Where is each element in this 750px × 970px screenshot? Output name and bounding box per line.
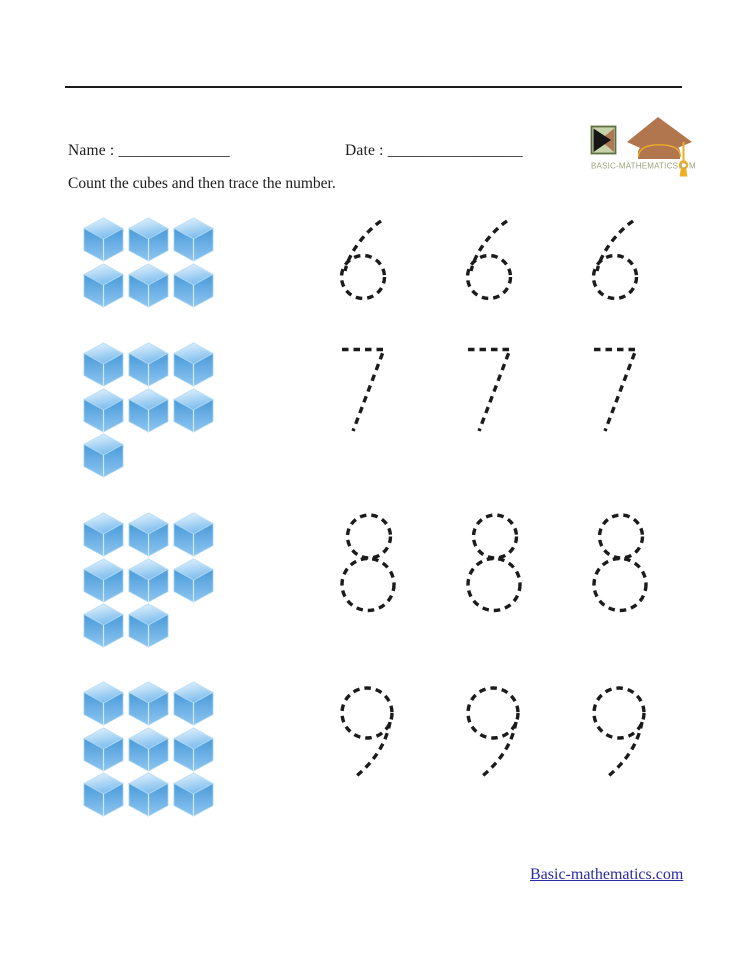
cube-icon	[128, 603, 169, 648]
cube-icon	[83, 603, 124, 648]
instruction-text: Count the cubes and then trace the number.	[68, 175, 336, 192]
cube-icon	[173, 388, 214, 433]
cube-group-8	[83, 512, 218, 651]
cube-icon	[173, 512, 214, 557]
traced-digit-7-1	[340, 343, 386, 433]
cube-icon	[83, 433, 124, 478]
cube-icon	[83, 263, 124, 308]
logo-text: BASIC-MATHEMATICS.C M	[591, 161, 696, 171]
traced-digit-8-2	[466, 512, 522, 612]
cube-icon	[173, 217, 214, 262]
logo-square-icon	[592, 127, 616, 154]
cube-icon	[83, 512, 124, 557]
date-field: Date : _________________	[345, 142, 523, 159]
cube-icon	[128, 727, 169, 772]
cube-icon	[83, 217, 124, 262]
cube-group-9	[83, 681, 218, 820]
cube-icon	[173, 263, 214, 308]
traced-digit-6-3	[592, 218, 640, 300]
cube-icon	[83, 727, 124, 772]
cube-group-7	[83, 342, 218, 481]
cube-icon	[83, 772, 124, 817]
cube-icon	[128, 342, 169, 387]
traced-digit-9-1	[340, 686, 394, 782]
traced-digit-8-1	[340, 512, 396, 612]
header-rule	[65, 86, 682, 88]
cube-icon	[83, 388, 124, 433]
cube-icon	[83, 558, 124, 603]
traced-digit-6-1	[340, 218, 388, 300]
cube-icon	[173, 558, 214, 603]
cube-icon	[83, 342, 124, 387]
cube-icon	[173, 772, 214, 817]
cube-icon	[128, 217, 169, 262]
name-field: Name : ______________	[68, 142, 230, 159]
footer-site-link[interactable]: Basic-mathematics.com	[530, 866, 684, 883]
cube-icon	[173, 727, 214, 772]
cube-icon	[128, 388, 169, 433]
traced-digit-6-2	[466, 218, 514, 300]
traced-digit-9-2	[466, 686, 520, 782]
site-logo	[588, 112, 743, 182]
cube-group-6	[83, 217, 218, 310]
traced-digit-7-2	[466, 343, 512, 433]
cube-icon	[83, 681, 124, 726]
cube-icon	[128, 772, 169, 817]
traced-digit-7-3	[592, 343, 638, 433]
traced-digit-8-3	[592, 512, 648, 612]
traced-digit-9-3	[592, 686, 646, 782]
cube-icon	[128, 512, 169, 557]
cube-icon	[128, 681, 169, 726]
cube-icon	[173, 681, 214, 726]
cube-icon	[173, 342, 214, 387]
cube-icon	[128, 558, 169, 603]
cube-icon	[128, 263, 169, 308]
